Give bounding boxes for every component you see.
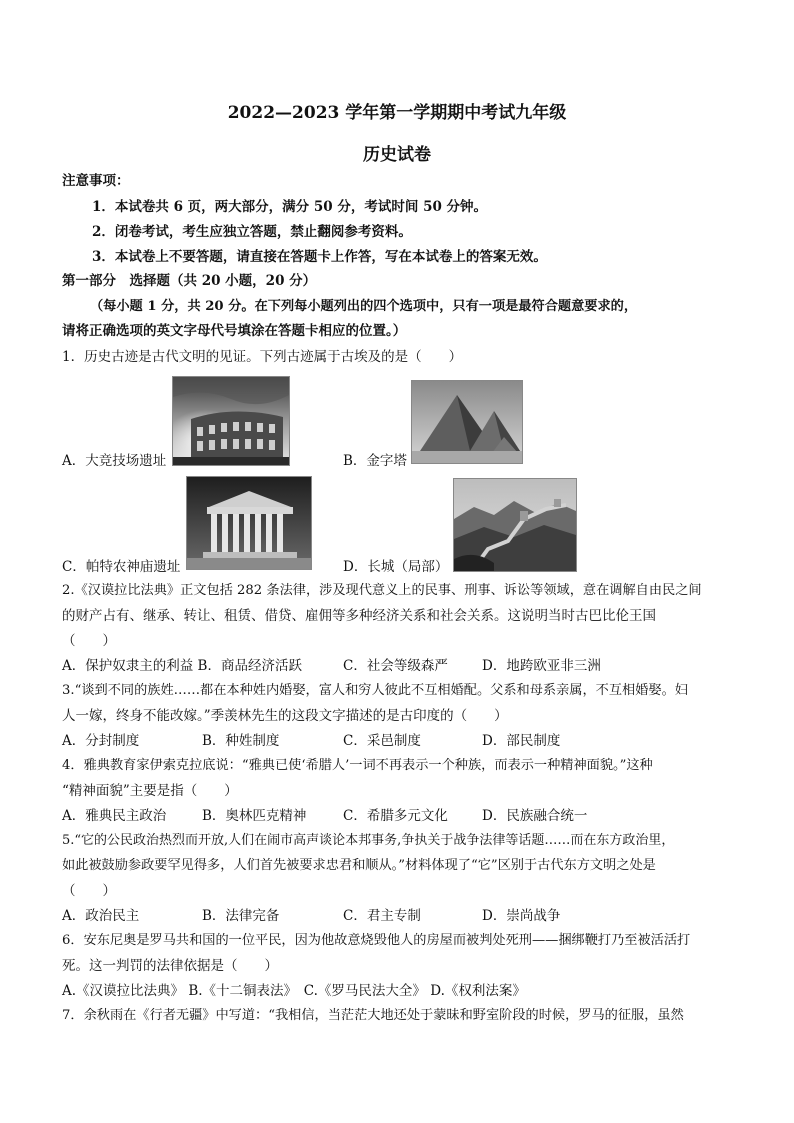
question-line: 人一嫁，终身不能改嫁。”季羡林先生的这段文字描述的是古印度的（ ） (62, 708, 508, 724)
option-label: C．社会等级森严 (343, 658, 448, 674)
option-label: A．政治民主 (62, 908, 140, 924)
option-label: D．部民制度 (482, 733, 561, 749)
option-label: D．长城（局部） (343, 559, 449, 575)
option-label: B．种姓制度 (202, 733, 280, 749)
option-label: A.《汉谟拉比法典》 B.《十二铜表法》 C.《罗马民法大全》 D.《权利法案》 (62, 983, 526, 999)
question-line: （ ） (62, 883, 116, 899)
question-line: 6．安东尼奥是罗马共和国的一位平民，因为他故意烧毁他人的房屋而被判处死刑——捆绑鞭打乃至被活活打 (62, 933, 691, 948)
question-line: 3.“谈到不同的族姓……都在本种姓内婚娶，富人和穷人彼此不互相婚配。父系和母系亲属，不互相婚娶。妇 (62, 683, 688, 698)
part-instruction: 请将正确选项的英文字母代号填涂在答题卡相应的位置。） (62, 323, 407, 339)
option-label: B．法律完备 (202, 908, 280, 924)
parthenon-photo (186, 476, 312, 570)
option-label: A．保护奴隶主的利益 B．商品经济活跃 (62, 658, 302, 674)
question-line: “精神面貌”主要是指（ ） (62, 783, 238, 799)
option-label: C．希腊多元文化 (343, 808, 448, 824)
option-label: B．奥林匹克精神 (202, 808, 307, 824)
question-line: 如此被鼓励参政要罕见得多，人们首先被要求忠君和顺从。”材料体现了“它”区别于古代东方文明之处是 (62, 858, 656, 873)
notice-heading: 注意事项： (62, 173, 130, 189)
pyramids-photo (411, 380, 523, 464)
option-label: C．帕特农神庙遗址 (62, 559, 181, 575)
great-wall-photo (453, 478, 577, 572)
option-label: B．金字塔 (343, 453, 407, 469)
option-label: A．大竞技场遗址 (62, 453, 167, 469)
option-label: C．君主专制 (343, 908, 421, 924)
part-instruction: （每小题 1 分，共 20 分。在下列每小题列出的四个选项中，只有一项是最符合题意要求的， (90, 299, 638, 314)
question-line: 5.“它的公民政治热烈而开放,人们在闹市高声谈论本邦事务,争执关于战争法律等话题……而在东方政治里， (62, 833, 675, 848)
option-label: A．分封制度 (62, 733, 140, 749)
question-line: 的财产占有、继承、转让、租赁、借贷、雇佣等多种经济关系和社会关系。这说明当时古巴比伦王国 (62, 608, 656, 624)
notice-item: 3．本试卷上不要答题，请直接在答题卡上作答，写在本试卷上的答案无效。 (92, 249, 547, 265)
colosseum-photo (172, 376, 290, 466)
notice-item: 1．本试卷共 6 页，两大部分，满分 50 分，考试时间 50 分钟。 (92, 199, 488, 215)
question-line: 2.《汉谟拉比法典》正文包括 282 条法律，涉及现代意义上的民事、刑事、诉讼等领域，意在调解自由民之间 (62, 583, 702, 598)
option-label: C．采邑制度 (343, 733, 421, 749)
question-line: 7．余秋雨在《行者无疆》中写道：“我相信，当茫茫大地还处于蒙昧和野室阶段的时候，罗马的征服，虽然 (62, 1008, 684, 1023)
question-line: 4．雅典教育家伊索克拉底说：“雅典已使‘希腊人’一词不再表示一个种族，而表示一种精神面貌。”这种 (62, 758, 653, 773)
option-label: D．崇尚战争 (482, 908, 561, 924)
question-line: 死。这一判罚的法律依据是（ ） (62, 958, 278, 974)
question-stem: 1．历史古迹是古代文明的见证。下列古迹属于古埃及的是（ ） (62, 349, 463, 365)
part-heading: 第一部分 选择题（共 20 小题，20 分） (62, 273, 317, 289)
option-label: A．雅典民主政治 (62, 808, 167, 824)
exam-subtitle: 历史试卷 (363, 145, 431, 165)
exam-title: 2022—2023 学年第一学期期中考试九年级 (227, 103, 567, 123)
option-label: D．地跨欧亚非三洲 (482, 658, 601, 674)
question-line: （ ） (62, 633, 116, 649)
notice-item: 2．闭卷考试，考生应独立答题，禁止翻阅参考资料。 (92, 224, 412, 240)
option-label: D．民族融合统一 (482, 808, 588, 824)
